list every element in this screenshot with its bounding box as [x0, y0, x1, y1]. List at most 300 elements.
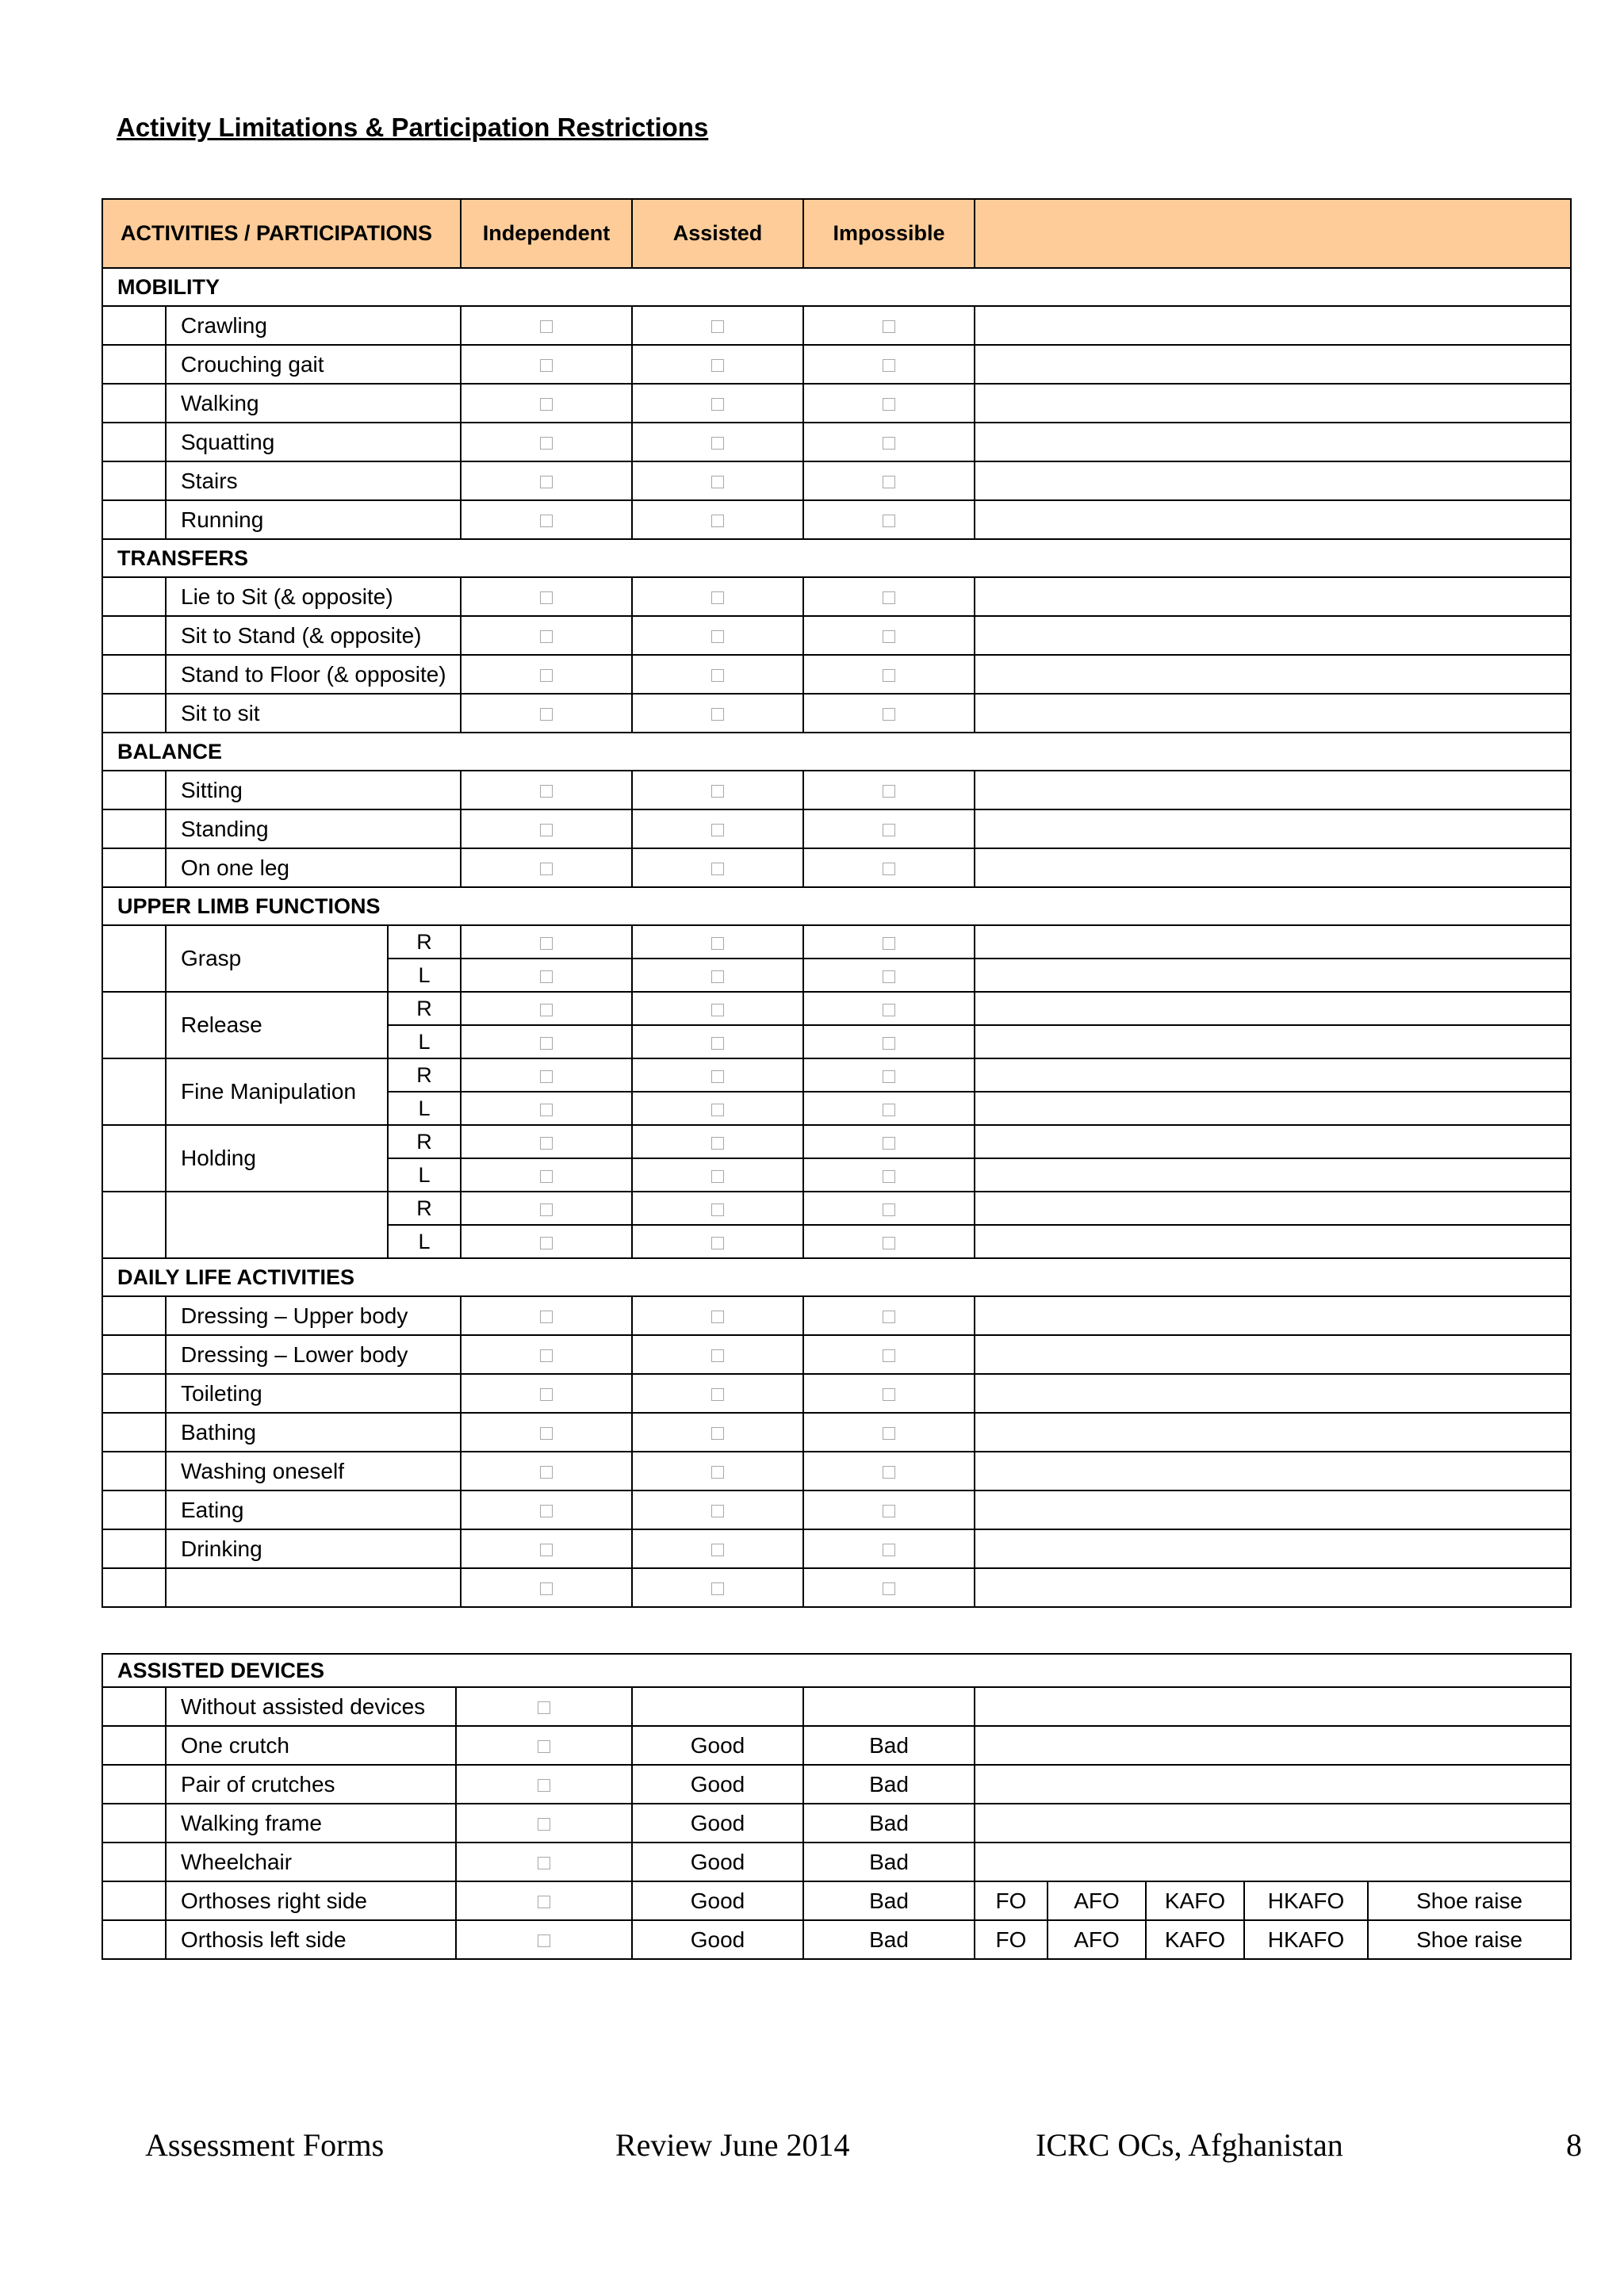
notes-cell[interactable]: [975, 1687, 1571, 1726]
notes-cell[interactable]: [975, 500, 1571, 539]
assisted-checkbox[interactable]: [711, 970, 724, 983]
impossible-checkbox[interactable]: [883, 359, 895, 372]
notes-cell[interactable]: [975, 1225, 1571, 1258]
limb-function-label: Fine Manipulation: [166, 1058, 388, 1125]
impossible-checkbox[interactable]: [883, 1427, 895, 1440]
independent-checkbox[interactable]: [540, 1037, 553, 1050]
independent-checkbox[interactable]: [540, 359, 553, 372]
independent-checkbox[interactable]: [540, 824, 553, 836]
assisted-checkbox[interactable]: [711, 359, 724, 372]
row-index-cell: [102, 1687, 166, 1726]
impossible-cell: [803, 1192, 975, 1225]
good-option[interactable]: [632, 1687, 803, 1726]
notes-cell[interactable]: [975, 616, 1571, 655]
notes-cell[interactable]: [975, 1192, 1571, 1225]
independent-checkbox[interactable]: [540, 1505, 553, 1517]
independent-checkbox[interactable]: [540, 591, 553, 604]
limb-function-label: [166, 1192, 388, 1258]
assisted-checkbox[interactable]: [711, 1505, 724, 1517]
limb-function-label: Grasp: [166, 925, 388, 992]
impossible-checkbox[interactable]: [883, 937, 895, 950]
impossible-cell: [803, 1413, 975, 1452]
impossible-checkbox[interactable]: [883, 1203, 895, 1216]
independent-checkbox[interactable]: [540, 1544, 553, 1556]
independent-checkbox[interactable]: [540, 785, 553, 798]
fo-option[interactable]: FO: [975, 1920, 1048, 1959]
activity-row: [102, 500, 1571, 539]
independent-cell: [461, 1452, 632, 1490]
device-row: [102, 1843, 1571, 1881]
assisted-cell: [632, 1125, 803, 1158]
device-checkbox[interactable]: [538, 1896, 550, 1908]
assisted-checkbox[interactable]: [711, 708, 724, 721]
bad-option[interactable]: [803, 1687, 975, 1726]
independent-checkbox[interactable]: [540, 1170, 553, 1183]
independent-cell: [461, 1296, 632, 1335]
row-index-cell: [102, 500, 166, 539]
independent-checkbox[interactable]: [540, 1311, 553, 1323]
impossible-cell: [803, 848, 975, 887]
activity-row: [102, 694, 1571, 733]
bad-option[interactable]: Bad: [803, 1765, 975, 1804]
kafo-option[interactable]: KAFO: [1146, 1881, 1244, 1920]
row-index-cell: [102, 809, 166, 848]
independent-cell: [461, 500, 632, 539]
activity-label: Eating: [166, 1490, 461, 1529]
independent-cell: [461, 423, 632, 461]
activity-row: [102, 1374, 1571, 1413]
activity-label: Drinking: [166, 1529, 461, 1568]
assisted-checkbox[interactable]: [711, 863, 724, 875]
header-independent: Independent: [461, 199, 632, 268]
device-checkbox[interactable]: [538, 1934, 550, 1947]
activities-table: [102, 198, 1572, 1608]
assisted-checkbox[interactable]: [711, 1137, 724, 1150]
notes-cell[interactable]: [975, 848, 1571, 887]
side-label-right: R: [388, 925, 461, 959]
good-option[interactable]: Good: [632, 1726, 803, 1765]
assisted-checkbox[interactable]: [711, 1582, 724, 1595]
section-row-daily_life: [102, 1258, 1571, 1296]
notes-cell[interactable]: [975, 1058, 1571, 1092]
assisted-cell: [632, 992, 803, 1025]
notes-cell[interactable]: [975, 1568, 1571, 1607]
assisted-checkbox[interactable]: [711, 1466, 724, 1479]
activity-label: Dressing – Lower body: [166, 1335, 461, 1374]
notes-cell[interactable]: [975, 1025, 1571, 1058]
independent-checkbox[interactable]: [540, 1349, 553, 1362]
assisted-checkbox[interactable]: [711, 1004, 724, 1016]
independent-checkbox[interactable]: [540, 1004, 553, 1016]
impossible-checkbox[interactable]: [883, 1070, 895, 1083]
impossible-checkbox[interactable]: [883, 1311, 895, 1323]
assisted-checkbox[interactable]: [711, 476, 724, 488]
device-checkbox[interactable]: [538, 1818, 550, 1831]
independent-checkbox[interactable]: [540, 937, 553, 950]
independent-checkbox[interactable]: [540, 437, 553, 450]
shoe-raise-option[interactable]: Shoe raise: [1368, 1881, 1571, 1920]
header-impossible: Impossible: [803, 199, 975, 268]
fo-option[interactable]: FO: [975, 1881, 1048, 1920]
activity-row: [102, 461, 1571, 500]
footer-doc-name: Assessment Forms: [145, 2127, 385, 2163]
activity-label: Sit to Stand (& opposite): [166, 616, 461, 655]
devices-title-row: [102, 1654, 1571, 1687]
device-checkbox[interactable]: [538, 1740, 550, 1753]
notes-cell[interactable]: [975, 1765, 1571, 1804]
independent-cell: [461, 461, 632, 500]
bad-option[interactable]: Bad: [803, 1843, 975, 1881]
impossible-checkbox[interactable]: [883, 398, 895, 411]
good-option[interactable]: Good: [632, 1843, 803, 1881]
assisted-cell: [632, 616, 803, 655]
impossible-checkbox[interactable]: [883, 1237, 895, 1249]
assisted-cell: [632, 771, 803, 809]
row-index-cell: [102, 1726, 166, 1765]
assisted-checkbox[interactable]: [711, 398, 724, 411]
impossible-cell: [803, 616, 975, 655]
activity-label: Sit to sit: [166, 694, 461, 733]
good-option[interactable]: Good: [632, 1804, 803, 1843]
activity-row: [102, 616, 1571, 655]
assisted-checkbox[interactable]: [711, 1427, 724, 1440]
independent-cell: [461, 1490, 632, 1529]
notes-cell[interactable]: [975, 1452, 1571, 1490]
impossible-checkbox[interactable]: [883, 1349, 895, 1362]
kafo-option[interactable]: KAFO: [1146, 1920, 1244, 1959]
side-label-right: R: [388, 1125, 461, 1158]
hkafo-option[interactable]: HKAFO: [1244, 1920, 1368, 1959]
section-title: BALANCE: [102, 733, 1571, 771]
independent-checkbox[interactable]: [540, 1137, 553, 1150]
assisted-cell: [632, 1225, 803, 1258]
notes-cell[interactable]: [975, 992, 1571, 1025]
row-index-cell: [102, 1843, 166, 1881]
assisted-checkbox[interactable]: [711, 591, 724, 604]
limb-row-right: [102, 1125, 1571, 1158]
independent-checkbox[interactable]: [540, 1237, 553, 1249]
notes-cell[interactable]: [975, 1529, 1571, 1568]
independent-checkbox[interactable]: [540, 1427, 553, 1440]
side-label-left: L: [388, 1025, 461, 1058]
impossible-cell: [803, 500, 975, 539]
activity-row: [102, 771, 1571, 809]
independent-cell: [461, 959, 632, 992]
assisted-checkbox[interactable]: [711, 1237, 724, 1249]
independent-checkbox[interactable]: [540, 476, 553, 488]
good-option[interactable]: Good: [632, 1920, 803, 1959]
impossible-checkbox[interactable]: [883, 591, 895, 604]
assisted-cell: [632, 1413, 803, 1452]
independent-cell: [461, 1025, 632, 1058]
impossible-cell: [803, 1296, 975, 1335]
activity-label: Lie to Sit (& opposite): [166, 577, 461, 616]
impossible-checkbox[interactable]: [883, 437, 895, 450]
side-label-left: L: [388, 1158, 461, 1192]
impossible-checkbox[interactable]: [883, 476, 895, 488]
impossible-cell: [803, 1568, 975, 1607]
impossible-cell: [803, 959, 975, 992]
independent-checkbox[interactable]: [540, 1582, 553, 1595]
shoe-raise-option[interactable]: Shoe raise: [1368, 1920, 1571, 1959]
section-row-upper_limb: [102, 887, 1571, 925]
good-option[interactable]: Good: [632, 1881, 803, 1920]
notes-cell[interactable]: [975, 1374, 1571, 1413]
impossible-checkbox[interactable]: [883, 863, 895, 875]
impossible-checkbox[interactable]: [883, 1137, 895, 1150]
assisted-checkbox[interactable]: [711, 937, 724, 950]
section-title: ASSISTED DEVICES: [102, 1654, 1571, 1687]
independent-checkbox[interactable]: [540, 1070, 553, 1083]
independent-checkbox[interactable]: [540, 515, 553, 527]
side-label-left: L: [388, 1092, 461, 1125]
assisted-checkbox[interactable]: [711, 437, 724, 450]
impossible-cell: [803, 1025, 975, 1058]
assisted-checkbox[interactable]: [711, 320, 724, 333]
activity-label: On one leg: [166, 848, 461, 887]
assisted-cell: [632, 925, 803, 959]
device-cell: [456, 1843, 632, 1881]
impossible-checkbox[interactable]: [883, 1104, 895, 1116]
notes-cell[interactable]: [975, 306, 1571, 345]
independent-checkbox[interactable]: [540, 1104, 553, 1116]
assisted-cell: [632, 848, 803, 887]
impossible-cell: [803, 925, 975, 959]
side-label-left: L: [388, 1225, 461, 1258]
activity-label: Crouching gait: [166, 345, 461, 384]
impossible-checkbox[interactable]: [883, 515, 895, 527]
device-cell: [456, 1765, 632, 1804]
row-index-cell: [102, 694, 166, 733]
assisted-devices-table: [102, 1653, 1572, 1960]
assisted-checkbox[interactable]: [711, 1203, 724, 1216]
table-header-row: [102, 199, 1571, 268]
section-title: MOBILITY: [102, 268, 1571, 306]
independent-cell: [461, 1413, 632, 1452]
independent-checkbox[interactable]: [540, 1203, 553, 1216]
notes-cell[interactable]: [975, 1092, 1571, 1125]
row-index-cell: [102, 1490, 166, 1529]
notes-cell[interactable]: [975, 655, 1571, 694]
assisted-checkbox[interactable]: [711, 1349, 724, 1362]
assisted-cell: [632, 1092, 803, 1125]
independent-checkbox[interactable]: [540, 708, 553, 721]
assisted-checkbox[interactable]: [711, 1104, 724, 1116]
assisted-checkbox[interactable]: [711, 1070, 724, 1083]
header-notes: [975, 199, 1571, 268]
activity-row: [102, 1490, 1571, 1529]
independent-cell: [461, 1568, 632, 1607]
independent-cell: [461, 616, 632, 655]
notes-cell[interactable]: [975, 1726, 1571, 1765]
independent-checkbox[interactable]: [540, 1388, 553, 1401]
footer-review-date: Review June 2014: [615, 2127, 850, 2163]
independent-cell: [461, 1529, 632, 1568]
header-activities: ACTIVITIES / PARTICIPATIONS: [102, 199, 461, 268]
notes-cell[interactable]: [975, 959, 1571, 992]
device-checkbox[interactable]: [538, 1701, 550, 1714]
assisted-cell: [632, 384, 803, 423]
activity-label: [166, 1568, 461, 1607]
assisted-checkbox[interactable]: [711, 785, 724, 798]
impossible-checkbox[interactable]: [883, 1037, 895, 1050]
impossible-cell: [803, 345, 975, 384]
limb-row-right: [102, 925, 1571, 959]
notes-cell[interactable]: [975, 1158, 1571, 1192]
row-index-cell: [102, 771, 166, 809]
independent-cell: [461, 1335, 632, 1374]
assisted-checkbox[interactable]: [711, 1311, 724, 1323]
impossible-checkbox[interactable]: [883, 1466, 895, 1479]
notes-cell[interactable]: [975, 694, 1571, 733]
activity-label: Washing oneself: [166, 1452, 461, 1490]
impossible-cell: [803, 1452, 975, 1490]
activity-row: [102, 306, 1571, 345]
notes-cell[interactable]: [975, 1335, 1571, 1374]
assisted-checkbox[interactable]: [711, 630, 724, 643]
device-label: Orthoses right side: [166, 1881, 456, 1920]
impossible-cell: [803, 1225, 975, 1258]
row-index-cell: [102, 1920, 166, 1959]
notes-cell[interactable]: [975, 1843, 1571, 1881]
impossible-cell: [803, 771, 975, 809]
independent-checkbox[interactable]: [540, 398, 553, 411]
section-title: DAILY LIFE ACTIVITIES: [102, 1258, 1571, 1296]
activity-label: Stairs: [166, 461, 461, 500]
notes-cell[interactable]: [975, 384, 1571, 423]
afo-option[interactable]: AFO: [1048, 1920, 1146, 1959]
notes-cell[interactable]: [975, 1413, 1571, 1452]
activity-label: Standing: [166, 809, 461, 848]
row-index-cell: [102, 655, 166, 694]
device-cell: [456, 1920, 632, 1959]
activity-row: [102, 577, 1571, 616]
device-checkbox[interactable]: [538, 1857, 550, 1869]
impossible-checkbox[interactable]: [883, 970, 895, 983]
hkafo-option[interactable]: HKAFO: [1244, 1881, 1368, 1920]
afo-option[interactable]: AFO: [1048, 1881, 1146, 1920]
impossible-checkbox[interactable]: [883, 1170, 895, 1183]
impossible-cell: [803, 384, 975, 423]
good-option[interactable]: Good: [632, 1765, 803, 1804]
assisted-checkbox[interactable]: [711, 824, 724, 836]
assisted-checkbox[interactable]: [711, 515, 724, 527]
device-label: Wheelchair: [166, 1843, 456, 1881]
notes-cell[interactable]: [975, 1804, 1571, 1843]
notes-cell[interactable]: [975, 577, 1571, 616]
notes-cell[interactable]: [975, 809, 1571, 848]
bad-option[interactable]: Bad: [803, 1804, 975, 1843]
notes-cell[interactable]: [975, 925, 1571, 959]
notes-cell[interactable]: [975, 1490, 1571, 1529]
page-title: Activity Limitations & Participation Restrictions: [117, 113, 709, 142]
row-index-cell: [102, 384, 166, 423]
independent-cell: [461, 306, 632, 345]
activity-row: [102, 1529, 1571, 1568]
impossible-checkbox[interactable]: [883, 1004, 895, 1016]
impossible-checkbox[interactable]: [883, 1582, 895, 1595]
assisted-cell: [632, 959, 803, 992]
impossible-checkbox[interactable]: [883, 630, 895, 643]
impossible-cell: [803, 1058, 975, 1092]
limb-function-label: Release: [166, 992, 388, 1058]
impossible-checkbox[interactable]: [883, 1544, 895, 1556]
impossible-checkbox[interactable]: [883, 320, 895, 333]
assisted-checkbox[interactable]: [711, 1544, 724, 1556]
device-label: Without assisted devices: [166, 1687, 456, 1726]
bad-option[interactable]: Bad: [803, 1920, 975, 1959]
impossible-checkbox[interactable]: [883, 1505, 895, 1517]
activity-row: [102, 809, 1571, 848]
assisted-checkbox[interactable]: [711, 1388, 724, 1401]
impossible-checkbox[interactable]: [883, 785, 895, 798]
device-checkbox[interactable]: [538, 1779, 550, 1792]
notes-cell[interactable]: [975, 771, 1571, 809]
notes-cell[interactable]: [975, 345, 1571, 384]
row-index-cell: [102, 577, 166, 616]
independent-checkbox[interactable]: [540, 669, 553, 682]
activity-label: Bathing: [166, 1413, 461, 1452]
assisted-checkbox[interactable]: [711, 669, 724, 682]
independent-checkbox[interactable]: [540, 630, 553, 643]
notes-cell[interactable]: [975, 461, 1571, 500]
device-row: [102, 1765, 1571, 1804]
bad-option[interactable]: Bad: [803, 1881, 975, 1920]
impossible-checkbox[interactable]: [883, 708, 895, 721]
independent-cell: [461, 1058, 632, 1092]
activity-row: [102, 848, 1571, 887]
row-index-cell: [102, 461, 166, 500]
independent-cell: [461, 1225, 632, 1258]
row-index-cell: [102, 1192, 166, 1258]
bad-option[interactable]: Bad: [803, 1726, 975, 1765]
side-label-right: R: [388, 992, 461, 1025]
independent-cell: [461, 345, 632, 384]
assisted-checkbox[interactable]: [711, 1037, 724, 1050]
independent-checkbox[interactable]: [540, 1466, 553, 1479]
row-index-cell: [102, 1881, 166, 1920]
assisted-cell: [632, 1158, 803, 1192]
notes-cell[interactable]: [975, 1296, 1571, 1335]
activity-label: Stand to Floor (& opposite): [166, 655, 461, 694]
activity-label: Sitting: [166, 771, 461, 809]
activity-row: [102, 384, 1571, 423]
independent-checkbox[interactable]: [540, 863, 553, 875]
activity-label: Squatting: [166, 423, 461, 461]
row-index-cell: [102, 345, 166, 384]
activity-row: [102, 1452, 1571, 1490]
assisted-checkbox[interactable]: [711, 1170, 724, 1183]
device-label: Pair of crutches: [166, 1765, 456, 1804]
device-cell: [456, 1726, 632, 1765]
activity-label: Dressing – Upper body: [166, 1296, 461, 1335]
independent-checkbox[interactable]: [540, 970, 553, 983]
device-row: [102, 1687, 1571, 1726]
independent-cell: [461, 1192, 632, 1225]
impossible-cell: [803, 694, 975, 733]
notes-cell[interactable]: [975, 1125, 1571, 1158]
assisted-cell: [632, 1296, 803, 1335]
notes-cell[interactable]: [975, 423, 1571, 461]
impossible-checkbox[interactable]: [883, 1388, 895, 1401]
row-index-cell: [102, 1374, 166, 1413]
independent-checkbox[interactable]: [540, 320, 553, 333]
impossible-cell: [803, 577, 975, 616]
assisted-cell: [632, 1568, 803, 1607]
impossible-checkbox[interactable]: [883, 824, 895, 836]
impossible-checkbox[interactable]: [883, 669, 895, 682]
limb-row-right: [102, 1192, 1571, 1225]
